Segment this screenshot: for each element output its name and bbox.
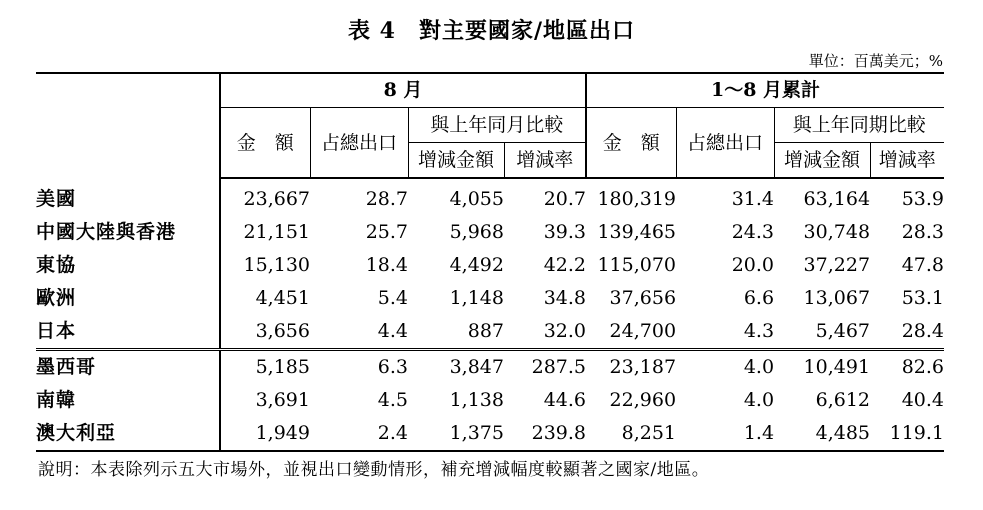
cell: 3,656 <box>220 315 310 350</box>
cell: 82.6 <box>870 350 944 385</box>
table-row <box>36 315 944 350</box>
table-row <box>36 249 944 282</box>
cell: 287.5 <box>504 350 586 385</box>
table-title: 表 4 對主要國家/地區出口 <box>347 18 635 44</box>
table-row <box>36 216 944 249</box>
cell: 40.4 <box>901 389 945 411</box>
cell: 4,485 <box>815 422 871 444</box>
cell: 239.8 <box>531 422 587 444</box>
compare-header-month: 與上年同月比較 <box>408 108 586 143</box>
table-row <box>36 282 944 315</box>
cell: 32.0 <box>543 320 587 342</box>
cell: 4.4 <box>377 320 408 342</box>
cell: 10,491 <box>774 350 870 385</box>
cell: 28.4 <box>901 320 945 342</box>
amount-header-month: 金 額 <box>220 108 310 179</box>
cell: 20.0 <box>731 254 775 276</box>
row-name: 歐洲 <box>36 287 77 309</box>
row-name: 東協 <box>36 254 77 276</box>
cell: 8,251 <box>621 422 677 444</box>
cell: 31.4 <box>731 188 775 210</box>
cell: 42.2 <box>543 254 587 276</box>
row-name: 美國 <box>36 187 77 210</box>
cell: 4.3 <box>743 320 775 342</box>
cell: 20.7 <box>543 188 587 210</box>
change-amount-header-month: 增減金額 <box>408 143 504 179</box>
cell: 180,319 <box>597 188 677 210</box>
cell: 2.4 <box>377 422 408 444</box>
row-name: 日本 <box>36 320 77 342</box>
period-header-month: 8 月 <box>220 73 586 108</box>
corner-cell <box>36 73 220 178</box>
row-name: 中國大陸與香港 <box>36 221 177 243</box>
cell: 5,467 <box>815 320 871 342</box>
cell: 6,612 <box>815 389 871 411</box>
cell: 1,375 <box>449 422 504 444</box>
change-rate-header-month: 增減率 <box>504 143 586 179</box>
cell: 119.1 <box>889 422 945 444</box>
cell: 39.3 <box>543 221 587 243</box>
cell: 3,691 <box>220 384 310 417</box>
cell: 5.4 <box>377 287 408 309</box>
cell: 18.4 <box>365 254 408 276</box>
cell: 53.1 <box>901 287 945 309</box>
cell: 63,164 <box>803 188 871 210</box>
cell: 24.3 <box>731 221 775 243</box>
cell: 28.7 <box>365 188 408 210</box>
row-name: 南韓 <box>36 389 77 411</box>
cell: 5,968 <box>449 221 504 243</box>
cell: 44.6 <box>543 389 587 411</box>
cell: 28.3 <box>901 221 945 243</box>
cell: 30,748 <box>803 221 871 243</box>
footnote: 說明：本表除列示五大市場外，並視出口變動情形，補充增減幅度較顯著之國家/地區。 <box>38 460 710 480</box>
amount-header-cumulative: 金 額 <box>586 108 676 179</box>
unit-label: 單位：百萬美元；% <box>808 52 943 70</box>
cell: 4.0 <box>743 389 775 411</box>
change-rate-header-cumulative: 增減率 <box>870 143 944 179</box>
cell: 24,700 <box>609 320 677 342</box>
cell: 4,055 <box>449 188 504 210</box>
table-header <box>36 73 944 178</box>
cell: 1,138 <box>449 389 504 411</box>
cell: 4.5 <box>377 389 408 411</box>
cell: 37,656 <box>609 287 677 309</box>
cell: 3,847 <box>408 350 504 385</box>
cell: 21,151 <box>220 216 310 249</box>
row-name: 澳大利亞 <box>36 422 117 444</box>
cell: 1,949 <box>220 417 310 451</box>
cell: 4,451 <box>220 282 310 315</box>
share-header-cumulative: 占總出口 <box>676 108 774 179</box>
share-header-month: 占總出口 <box>310 108 408 179</box>
table-row <box>36 417 944 451</box>
cell: 887 <box>467 320 504 342</box>
cell: 22,960 <box>609 389 677 411</box>
cell: 15,130 <box>220 249 310 282</box>
compare-header-cumulative: 與上年同期比較 <box>774 108 944 143</box>
cell: 13,067 <box>803 287 871 309</box>
cell: 4.0 <box>676 350 774 385</box>
cell: 37,227 <box>803 254 871 276</box>
cell: 23,667 <box>220 178 310 216</box>
cell: 1.4 <box>743 422 775 444</box>
cell: 1,148 <box>449 287 504 309</box>
table-row <box>36 384 944 417</box>
cell: 115,070 <box>597 254 677 276</box>
cell: 6.6 <box>743 287 775 309</box>
cell: 5,185 <box>220 350 310 385</box>
cell: 47.8 <box>901 254 945 276</box>
export-table <box>36 72 944 452</box>
row-name: 墨西哥 <box>36 350 220 385</box>
cell: 139,465 <box>597 221 677 243</box>
period-header-cumulative: 1～8 月累計 <box>586 73 944 108</box>
table-row <box>36 178 944 216</box>
cell: 53.9 <box>901 188 945 210</box>
change-amount-header-cumulative: 增減金額 <box>774 143 870 179</box>
table-body <box>36 178 944 451</box>
cell: 23,187 <box>586 350 676 385</box>
table-row <box>36 350 944 385</box>
cell: 4,492 <box>449 254 504 276</box>
cell: 25.7 <box>365 221 408 243</box>
cell: 6.3 <box>310 350 408 385</box>
cell: 34.8 <box>543 287 587 309</box>
